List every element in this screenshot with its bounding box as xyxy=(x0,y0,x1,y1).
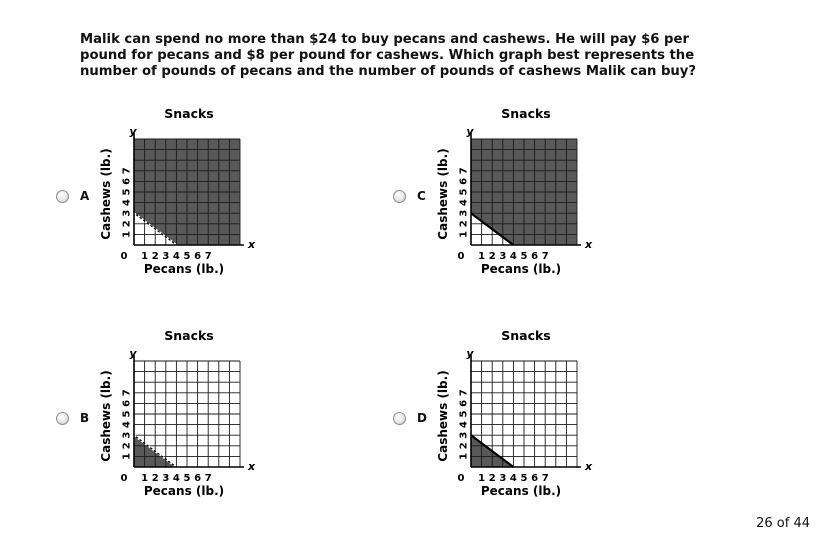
option-d[interactable] xyxy=(393,326,623,516)
y-tick-label: 2 xyxy=(121,442,133,450)
x-tick-label: 5 xyxy=(183,251,191,262)
option-letter-b: B xyxy=(80,411,90,425)
graph-c xyxy=(393,104,623,294)
y-axis-variable: y xyxy=(466,125,474,138)
y-axis-label: Cashews (lb.) xyxy=(436,148,450,240)
x-tick-label: 5 xyxy=(183,473,191,484)
y-tick-label: 2 xyxy=(121,220,133,228)
y-tick-label: 1 xyxy=(458,452,470,460)
y-tick-label: 6 xyxy=(121,177,133,185)
x-tick-label: 7 xyxy=(541,251,549,262)
x-tick-label: 6 xyxy=(531,251,539,262)
option-letter-a: A xyxy=(80,189,90,203)
x-tick-label: 1 xyxy=(478,473,486,484)
x-tick-label: 4 xyxy=(172,251,180,262)
y-tick-label: 7 xyxy=(458,167,470,175)
graph-d xyxy=(393,326,623,516)
origin-label: 0 xyxy=(457,473,465,484)
origin-label: 0 xyxy=(120,251,128,262)
x-tick-label: 2 xyxy=(488,473,496,484)
option-a[interactable] xyxy=(56,104,286,294)
y-tick-label: 3 xyxy=(458,431,470,439)
x-tick-label: 7 xyxy=(204,251,212,262)
y-tick-label: 2 xyxy=(458,220,470,228)
option-letter-d: D xyxy=(417,411,427,425)
x-tick-label: 7 xyxy=(541,473,549,484)
y-tick-label: 7 xyxy=(458,389,470,397)
y-tick-label: 3 xyxy=(458,209,470,217)
y-axis-label: Cashews (lb.) xyxy=(436,370,450,462)
y-tick-label: 4 xyxy=(121,199,133,207)
x-axis-label: Pecans (lb.) xyxy=(480,262,562,276)
origin-label: 0 xyxy=(457,251,465,262)
y-axis-label: Cashews (lb.) xyxy=(99,148,113,240)
y-tick-label: 7 xyxy=(121,389,133,397)
option-c[interactable] xyxy=(393,104,623,294)
x-tick-label: 6 xyxy=(194,251,202,262)
y-axis-variable: y xyxy=(129,125,137,138)
x-tick-label: 4 xyxy=(509,473,517,484)
x-tick-label: 3 xyxy=(162,473,170,484)
y-tick-label: 1 xyxy=(121,452,133,460)
y-tick-label: 1 xyxy=(458,230,470,238)
x-tick-label: 6 xyxy=(531,473,539,484)
y-axis-variable: y xyxy=(129,347,137,360)
graph-title: Snacks xyxy=(501,106,551,121)
y-axis-variable: y xyxy=(466,347,474,360)
option-b[interactable] xyxy=(56,326,286,516)
graph-title: Snacks xyxy=(164,106,214,121)
x-tick-label: 2 xyxy=(151,251,159,262)
y-tick-label: 3 xyxy=(121,209,133,217)
y-tick-label: 5 xyxy=(458,188,470,196)
y-tick-label: 6 xyxy=(458,177,470,185)
x-tick-label: 1 xyxy=(141,251,149,262)
x-axis-variable: x xyxy=(585,238,593,251)
x-axis-variable: x xyxy=(248,238,256,251)
x-tick-label: 1 xyxy=(141,473,149,484)
y-tick-label: 5 xyxy=(121,188,133,196)
y-tick-label: 3 xyxy=(121,431,133,439)
y-tick-label: 6 xyxy=(458,399,470,407)
y-tick-label: 4 xyxy=(121,421,133,429)
y-tick-label: 1 xyxy=(121,230,133,238)
x-tick-label: 2 xyxy=(151,473,159,484)
graph-title: Snacks xyxy=(501,328,551,343)
x-tick-label: 5 xyxy=(520,251,528,262)
x-axis-variable: x xyxy=(585,460,593,473)
x-tick-label: 4 xyxy=(509,251,517,262)
y-tick-label: 4 xyxy=(458,199,470,207)
y-tick-label: 5 xyxy=(121,410,133,418)
x-axis-variable: x xyxy=(248,460,256,473)
x-tick-label: 3 xyxy=(499,251,507,262)
x-tick-label: 4 xyxy=(172,473,180,484)
y-tick-label: 2 xyxy=(458,442,470,450)
graph-title: Snacks xyxy=(164,328,214,343)
y-tick-label: 4 xyxy=(458,421,470,429)
y-tick-label: 6 xyxy=(121,399,133,407)
option-letter-c: C xyxy=(417,189,426,203)
origin-label: 0 xyxy=(120,473,128,484)
x-axis-label: Pecans (lb.) xyxy=(480,484,562,498)
question-text: Malik can spend no more than $24 to buy pecans and cashews. He will pay $6 per pound for pecans and $8 per pound for cashews. Which graph best represents the number of pounds of pecans and the number of pounds of cashews Malik can buy? xyxy=(80,32,697,79)
x-tick-label: 7 xyxy=(204,473,212,484)
graph-a xyxy=(56,104,286,294)
x-axis-label: Pecans (lb.) xyxy=(143,262,225,276)
page-counter: 26 of 44 xyxy=(756,516,810,531)
x-axis-label: Pecans (lb.) xyxy=(143,484,225,498)
x-tick-label: 3 xyxy=(499,473,507,484)
x-tick-label: 6 xyxy=(194,473,202,484)
x-tick-label: 2 xyxy=(488,251,496,262)
y-tick-label: 5 xyxy=(458,410,470,418)
y-tick-label: 7 xyxy=(121,167,133,175)
x-tick-label: 5 xyxy=(520,473,528,484)
x-tick-label: 3 xyxy=(162,251,170,262)
y-axis-label: Cashews (lb.) xyxy=(99,370,113,462)
graph-b xyxy=(56,326,286,516)
x-tick-label: 1 xyxy=(478,251,486,262)
